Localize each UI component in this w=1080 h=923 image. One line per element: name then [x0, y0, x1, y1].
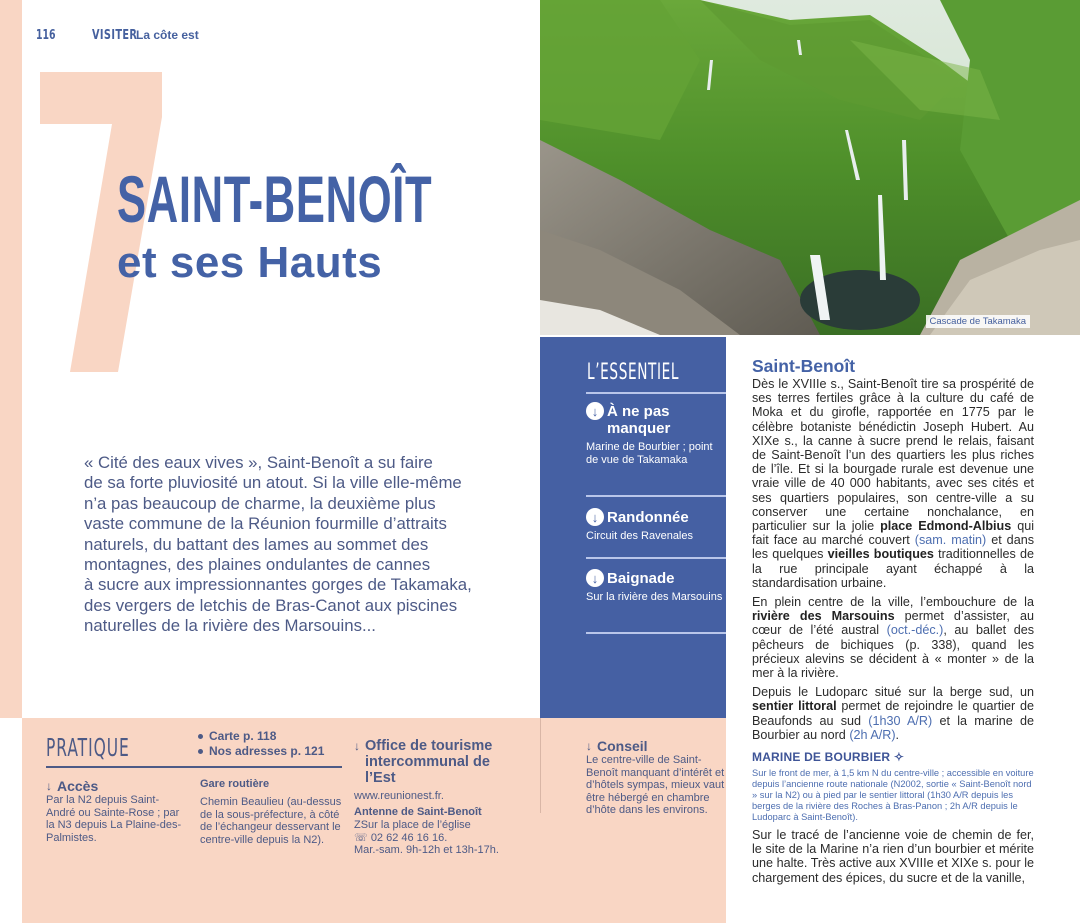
intro-line: montagnes, des plaines ondulantes de cannes — [84, 555, 431, 575]
article-title: Saint-Benoît — [752, 356, 856, 376]
article-column — [752, 355, 1034, 890]
chapter-subtitle: et ses Hauts — [117, 238, 383, 287]
office-phone: ☏ 02 62 46 16 16. — [354, 831, 448, 844]
divider — [586, 557, 726, 559]
intro-paragraph — [84, 453, 494, 637]
left-decorative-strip — [0, 0, 22, 718]
divider — [586, 392, 726, 394]
office-hours: Mar.-sam. 9h-12h et 13h-17h. — [354, 844, 499, 856]
divider — [540, 718, 541, 813]
intro-line: à sucre aux impressionnantes gorges de Takamaka, — [84, 575, 472, 595]
running-head — [36, 28, 199, 43]
addresses-page-link[interactable]: Nos adresses p. 121 — [198, 744, 324, 759]
down-arrow-icon: ↓ — [354, 739, 360, 753]
map-page-link[interactable]: Carte p. 118 — [198, 729, 324, 744]
photo-illustration — [540, 0, 1080, 335]
page-number: 116 — [36, 28, 56, 43]
section-label: VISITER — [92, 28, 138, 43]
intro-line: n’a pas beaucoup de charme, la deuxième plus — [84, 493, 436, 513]
photo-caption: Cascade de Takamaka — [926, 315, 1030, 328]
article-paragraph: Dès le XVIIIe s., Saint-Benoît tire sa prospérité de ses terres fertiles grâce à la culture du café de Moka et du girofle, rapportée en 1775 par le célèbre botaniste bénédictin Joseph Hubert. Au XIXe s., la canne à sucre prend le relais, faisant de Saint-Benoît l’un des quartiers les plus riches de l’île. Et si la bourgade rurale est devenue une vraie ville de 40 000 habitants, avec ses cités et ses quartiers populaires, son centre-ville a su conserver une certaine nonchalance, en particulier sur la jolie place Edmond-Albius qui fait face au marché couvert (sam. matin) et dans les quelques vieilles boutiques traditionnelles de la rue principale ayant échappé à la standardisation urbaine. — [752, 377, 1035, 590]
acces-body: Par la N2 depuis Saint-André ou Sainte-Rose ; par la N3 depuis La Plaine-des-Palmistes. — [46, 794, 182, 844]
marine-bourbier-body: Sur le tracé de l’ancienne voie de chemin de fer, le site de la Marine n’a rien d’un bourbier et mérite une halte. Très active aux XVIIIe et XIXe s. pour le chargement des épices, du sucre et de la vanille, — [752, 828, 1034, 885]
essentiel-item-heading: Randonnée — [607, 509, 689, 526]
essentiel-item-body: Sur la rivière des Marsouins — [586, 591, 723, 603]
down-arrow-icon: ↓ — [46, 779, 52, 793]
essentiel-item-a-ne-pas-manquer — [586, 403, 726, 467]
conseil-heading: Conseil — [597, 738, 648, 754]
down-arrow-circle-icon: ↓ — [586, 508, 604, 526]
essentiel-item-body: Circuit des Ravenales — [586, 530, 693, 542]
waterfall-photo — [540, 0, 1080, 335]
marine-bourbier-info: Sur le front de mer, à 1,5 km N du centre-ville ; accessible en voiture depuis l’ancienne route nationale (N2002, sortie « Saint-Benoît nord » sur la N2) ou à pied par le sentier littoral (1h30 A/R depuis les berges de la rivière des Roches à Bras-Panon ; 2h A/R depuis le Ludoparc à Saint-Benoît). — [752, 768, 1034, 823]
subsection-label: La côte est — [136, 28, 199, 42]
divider — [46, 766, 342, 768]
intro-line: « Cité des eaux vives », Saint-Benoît a su faire — [84, 453, 433, 472]
essentiel-item-baignade — [586, 570, 726, 604]
phone-icon: ☏ — [354, 831, 371, 844]
essentiel-box — [540, 337, 726, 718]
gare-routiere-section — [200, 778, 350, 846]
pratique-box — [22, 718, 726, 923]
down-arrow-icon: ↓ — [586, 739, 592, 753]
bullet-icon — [198, 749, 203, 754]
down-arrow-circle-icon: ↓ — [586, 569, 604, 587]
marine-bourbier-heading: MARINE DE BOURBIER ✧ — [752, 750, 905, 765]
divider — [586, 632, 726, 634]
essentiel-item-heading: Baignade — [607, 570, 675, 587]
acces-section — [46, 778, 186, 844]
intro-line: vaste commune de la Réunion fourmille d’attraits — [84, 514, 447, 534]
intro-line: naturels, du battant des lames au sommet des — [84, 534, 429, 554]
divider — [586, 495, 726, 497]
conseil-section — [586, 738, 726, 817]
star-diamond-icon: ✧ — [893, 750, 905, 765]
intro-line: des vergers de letchis de Bras-Canot aux piscines — [84, 595, 458, 615]
office-tourisme-section — [354, 738, 504, 857]
down-arrow-circle-icon: ↓ — [586, 402, 604, 420]
conseil-body: Le centre-ville de Saint-Benoît manquant d’intérêt et d’hôtels sympas, mieux vaut être hébergé en chambre d’hôte dans les environs. — [586, 754, 725, 816]
essentiel-item-randonnee — [586, 509, 726, 543]
bullet-icon — [198, 734, 203, 739]
office-heading: Office de tourisme intercommunal de l’Est — [365, 738, 493, 786]
essentiel-title: L’ESSENTIEL — [587, 360, 680, 385]
essentiel-item-heading: À ne pas manquer — [607, 403, 671, 437]
chapter-title: SAINT-BENOÎT — [117, 162, 433, 236]
gare-heading: Gare routière — [200, 778, 270, 790]
office-address: ZSur la place de l’église — [354, 819, 471, 831]
gare-body: Chemin Beaulieu (au-dessus de la sous-préfecture, à côté de l’échangeur desservant le centre-ville depuis la N2). — [200, 796, 342, 846]
office-antenne: Antenne de Saint-Benoît — [354, 806, 482, 818]
article-paragraph: En plein centre de la ville, l’embouchure de la rivière des Marsouins permet d’assister, au cœur de l’été austral (oct.-déc.), au ballet des pêcheurs de bichiques (p. 338), quand les précieux alevins se décident à « monter » de la mer à la rivière. — [752, 595, 1034, 681]
article-paragraph: Depuis le Ludoparc situé sur la berge sud, un sentier littoral permet de rejoindre le quartier de Beaufonds au sud (1h30 A/R) et la marine de Bourbier au nord (2h A/R). — [752, 685, 1035, 742]
intro-line: de sa forte pluviosité un atout. Si la ville elle-même — [84, 473, 462, 493]
pratique-title: PRATIQUE — [46, 733, 130, 762]
pratique-links — [198, 729, 324, 759]
acces-heading: Accès — [57, 778, 99, 794]
intro-line: naturelles de la rivière des Marsouins... — [84, 616, 376, 636]
office-website-link[interactable]: www.reunionest.fr. — [354, 790, 444, 802]
essentiel-item-body: Marine de Bourbier ; point de vue de Takamaka — [586, 441, 713, 466]
